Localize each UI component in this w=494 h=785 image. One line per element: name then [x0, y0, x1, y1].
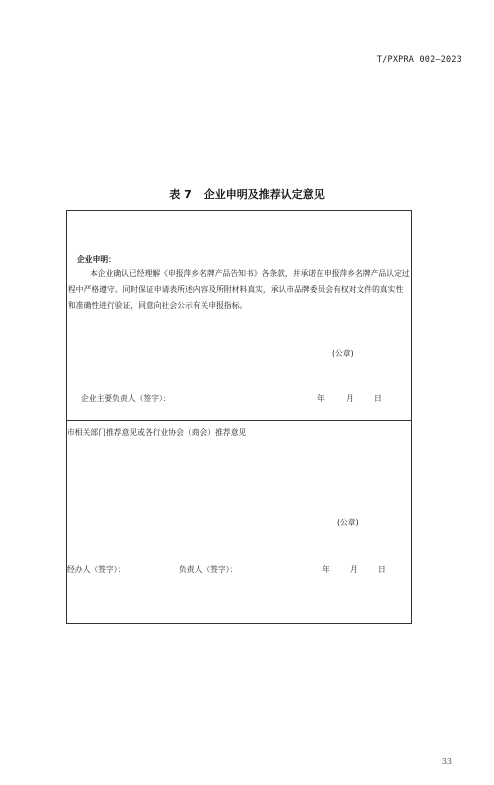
section-divider [67, 420, 411, 421]
declaration-heading: 企业申明： [77, 255, 116, 264]
handler-signature-label: 经办人（签字）： [67, 565, 126, 574]
declaration-date-month: 月 [346, 394, 354, 403]
leader-signature-label: 负责人（签字）： [179, 565, 238, 574]
enterprise-signer-label: 企业主要负责人（签字）： [81, 394, 171, 403]
recommendation-heading: 市相关部门推荐意见或各行业协会（商会）推荐意见 [67, 428, 247, 437]
table-title-text: 企业申明及推荐认定意见 [203, 188, 325, 201]
declaration-date-day: 日 [374, 394, 382, 403]
recommendation-date-day: 日 [378, 565, 386, 574]
recommendation-date-month: 月 [350, 565, 358, 574]
table-number: 表 7 [169, 188, 192, 201]
declaration-form-table [66, 210, 412, 624]
recommender-seal-label: (公章) [337, 518, 359, 527]
declaration-body [68, 266, 411, 314]
document-code: T/PXPRA 002—2023 [376, 55, 462, 65]
page-number: 33 [441, 757, 452, 766]
declaration-paragraph: 本企业确认已经理解《申报萍乡名牌产品告知书》各条款，并承诺在申报萍乡名牌产品认定过程中严格遵守。同时保证申请表所述内容及所附材料真实，承认市品牌委员会有权对文件的真实性和准确性进行验证，同意向社会公示有关申报指标。 [68, 269, 410, 310]
declaration-date-year: 年 [317, 394, 325, 403]
enterprise-seal-label: (公章) [332, 349, 354, 358]
recommendation-date-year: 年 [322, 565, 330, 574]
table-title [0, 186, 494, 202]
